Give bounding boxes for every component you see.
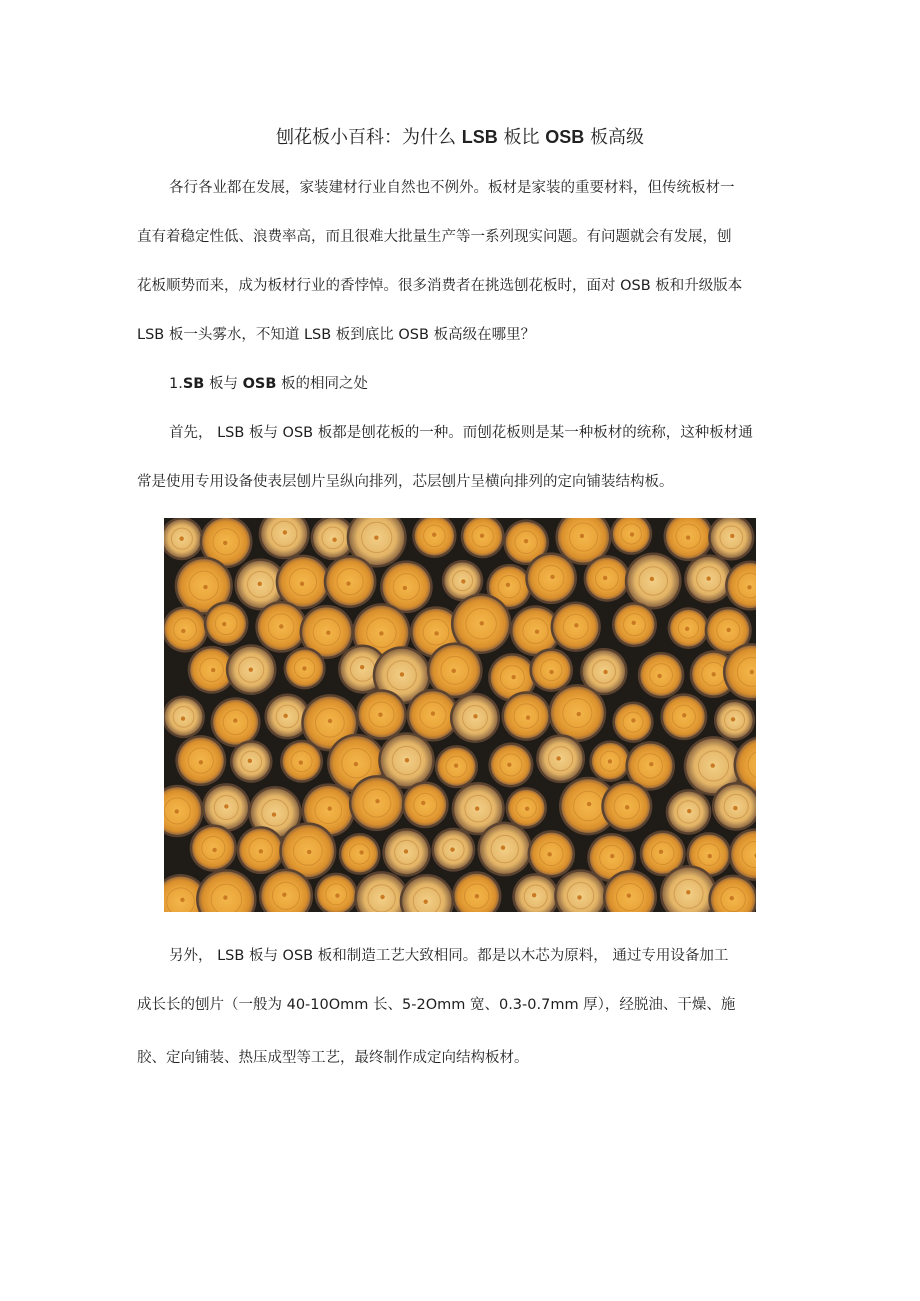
- log-pith: [249, 667, 253, 671]
- log-pith: [328, 719, 332, 723]
- section-part: 板与: [204, 376, 243, 392]
- log-pith: [587, 802, 591, 806]
- section-part: 板的相同之处: [276, 376, 368, 392]
- log-pith: [380, 895, 384, 899]
- paragraph-line: 另外， LSB 板与 OSB 板和制造工艺大致相同。都是以木芯为原料， 通过专用设备加工: [169, 948, 729, 964]
- log-end: [627, 555, 679, 607]
- log-end: [317, 875, 355, 912]
- log-pith: [577, 712, 581, 716]
- log-pith: [511, 675, 515, 679]
- log-pith: [258, 582, 262, 586]
- log-pith: [461, 579, 465, 583]
- log-pith: [450, 847, 454, 851]
- log-pith: [248, 759, 252, 763]
- paragraph-line: 胶、定向铺装、热压成型等工艺，最终制作成定向结构板材。: [137, 1050, 529, 1066]
- paragraph-line: 直有着稳定性低、浪费率高，而且很难大批量生产等一系列现实问题。有问题就会有发展，刨: [137, 229, 732, 245]
- log-pith: [283, 714, 287, 718]
- log-pith: [181, 716, 185, 720]
- log-pith: [332, 538, 336, 542]
- log-pith: [627, 893, 631, 897]
- log-pith: [307, 850, 311, 854]
- log-pith: [375, 799, 379, 803]
- title-part: 刨花板小百科：为什么: [276, 127, 462, 148]
- log-pith: [550, 575, 554, 579]
- log-pith: [181, 629, 185, 633]
- log-pith: [730, 534, 734, 538]
- log-pith: [300, 582, 304, 586]
- log-pith: [326, 631, 330, 635]
- log-pith: [283, 530, 287, 534]
- log-pith: [175, 809, 179, 813]
- log-pith: [224, 804, 228, 808]
- log-pith: [179, 536, 183, 540]
- log-pith: [659, 850, 663, 854]
- log-pith: [711, 672, 715, 676]
- log-end: [192, 827, 234, 869]
- title-part: 板比: [497, 127, 546, 148]
- log-pith: [526, 715, 530, 719]
- log-pith: [501, 845, 505, 849]
- log-pith: [272, 812, 276, 816]
- paragraph-line: 各行各业都在发展，家装建材行业自然也不例外。板材是家装的重要材料，但传统板材一: [169, 180, 735, 196]
- log-pith: [223, 541, 227, 545]
- log-pith: [731, 717, 735, 721]
- log-pith: [726, 628, 730, 632]
- log-pith: [454, 763, 458, 767]
- log-pith: [222, 622, 226, 626]
- log-pith: [574, 623, 578, 627]
- log-pith: [480, 621, 484, 625]
- log-pith: [603, 576, 607, 580]
- log-pith: [354, 762, 358, 766]
- log-end: [341, 836, 378, 873]
- paragraph-line: LSB 板一头雾水，不知道 LSB 板到底比 OSB 板高级在哪里？: [137, 327, 536, 343]
- log-pith: [374, 535, 378, 539]
- log-pith: [475, 806, 479, 810]
- log-pith: [211, 668, 215, 672]
- log-pith: [650, 577, 654, 581]
- log-pith: [685, 627, 689, 631]
- log-pith: [532, 893, 536, 897]
- paragraph-line: 常是使用专用设备使表层刨片呈纵向排列，芯层刨片呈横向排列的定向铺装结构板。: [137, 474, 674, 490]
- log-pith: [630, 532, 634, 536]
- log-pith: [535, 630, 539, 634]
- log-pith: [608, 759, 612, 763]
- log-pith: [649, 762, 653, 766]
- log-pith: [610, 854, 614, 858]
- log-pith: [400, 672, 404, 676]
- log-end: [326, 558, 374, 606]
- log-end: [504, 694, 549, 739]
- log-end: [711, 518, 752, 558]
- log-pith: [282, 892, 286, 896]
- log-ends-illustration: [164, 518, 756, 912]
- log-pith: [180, 898, 184, 902]
- log-pith: [359, 850, 363, 854]
- section-heading: [169, 372, 368, 393]
- log-pile-photo: [164, 518, 756, 912]
- log-pith: [525, 807, 529, 811]
- log-pith: [434, 631, 438, 635]
- log-pith: [687, 809, 691, 813]
- log-pith: [506, 583, 510, 587]
- log-pith: [432, 533, 436, 537]
- log-pith: [203, 585, 207, 589]
- log-end: [164, 609, 205, 650]
- log-pith: [631, 718, 635, 722]
- log-pith: [431, 711, 435, 715]
- log-pith: [730, 896, 734, 900]
- log-pith: [421, 801, 425, 805]
- log-pith: [706, 576, 710, 580]
- log-pith: [475, 894, 479, 898]
- log-pith: [299, 760, 303, 764]
- page-title: [0, 123, 920, 149]
- log-pith: [223, 895, 227, 899]
- log-pith: [360, 665, 364, 669]
- log-pith: [328, 806, 332, 810]
- log-pith: [682, 713, 686, 717]
- log-pith: [733, 806, 737, 810]
- log-pith: [747, 585, 751, 589]
- log-pith: [473, 714, 477, 718]
- paragraph-line: 首先， LSB 板与 OSB 板都是刨花板的一种。而刨花板则是某一种板材的统称，这种板材通: [169, 425, 753, 441]
- log-pith: [346, 581, 350, 585]
- log-pith: [403, 586, 407, 590]
- log-pith: [302, 666, 306, 670]
- paragraph-line: 成长长的刨片（一般为 40-10Omm 长、5-2Omm 宽、0.3-0.7mm 厚），经脱油、干燥、施: [137, 997, 736, 1013]
- log-pith: [480, 534, 484, 538]
- log-pith: [686, 535, 690, 539]
- log-pith: [279, 624, 283, 628]
- paragraph-line: 花板顺势而来，成为板材行业的香悖悼。很多消费者在挑选刨花板时，面对 OSB 板和升级版本: [137, 278, 743, 294]
- log-pith: [625, 805, 629, 809]
- log-pith: [750, 670, 754, 674]
- log-end: [404, 784, 446, 826]
- log-pith: [423, 899, 427, 903]
- section-osb: OSB: [242, 376, 277, 392]
- title-osb: OSB: [545, 127, 585, 147]
- section-sb: SB: [182, 376, 205, 392]
- log-pith: [686, 890, 690, 894]
- log-pith: [657, 674, 661, 678]
- log-pith: [507, 763, 511, 767]
- log-pith: [404, 849, 408, 853]
- log-pith: [524, 539, 528, 543]
- log-pith: [632, 621, 636, 625]
- log-pith: [378, 712, 382, 716]
- log-pith: [335, 893, 339, 897]
- log-pith: [199, 760, 203, 764]
- log-pith: [379, 631, 383, 635]
- log-pith: [603, 670, 607, 674]
- log-pith: [212, 848, 216, 852]
- log-pith: [233, 718, 237, 722]
- log-pith: [259, 849, 263, 853]
- title-lsb: LSB: [461, 127, 498, 147]
- log-pith: [711, 763, 715, 767]
- log-pith: [577, 895, 581, 899]
- log-pith: [547, 852, 551, 856]
- log-pith: [580, 534, 584, 538]
- title-part: 板高级: [584, 127, 644, 148]
- section-number: 1.: [169, 376, 183, 392]
- log-pith: [708, 854, 712, 858]
- log-pith: [556, 756, 560, 760]
- log-pith: [405, 758, 409, 762]
- log-pith: [549, 670, 553, 674]
- log-pith: [452, 669, 456, 673]
